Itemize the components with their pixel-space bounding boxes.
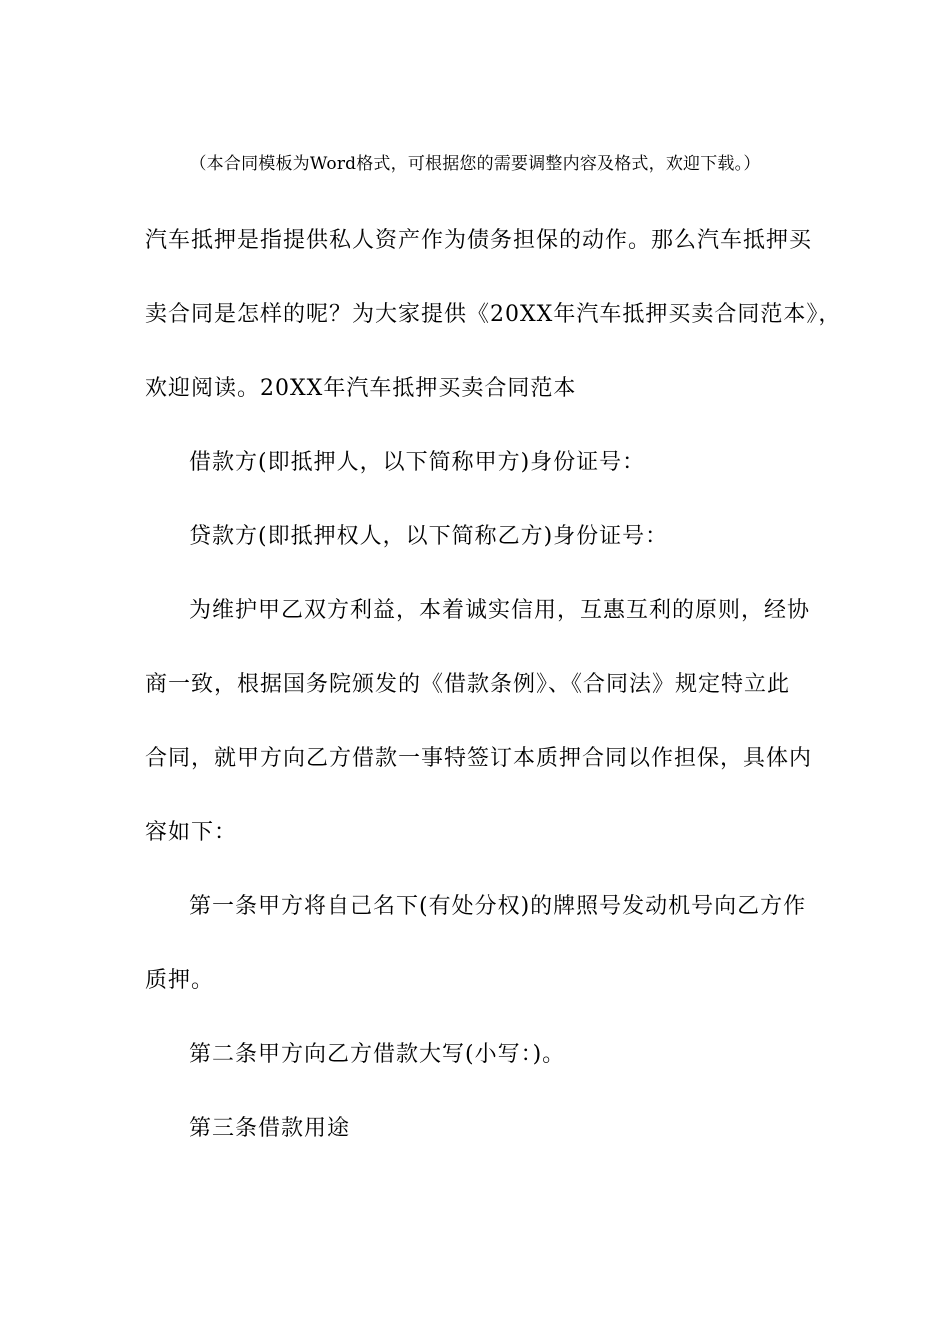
borrower-line: 借款方(即抵押人，以下简称甲方)身份证号： — [189, 450, 646, 475]
lender-line: 贷款方(即抵押权人，以下简称乙方)身份证号： — [189, 524, 669, 549]
paragraph-intro-line-3: 欢迎阅读。20XX年汽车抵押买卖合同范本 — [145, 376, 577, 401]
article-3-line: 第三条借款用途 — [189, 1116, 351, 1141]
article-1-line-1: 第一条甲方将自己名下(有处分权)的牌照号发动机号向乙方作 — [189, 894, 807, 919]
article-2-line: 第二条甲方向乙方借款大写(小写：)。 — [189, 1042, 566, 1067]
paragraph-intro-line-1: 汽车抵押是指提供私人资产作为债务担保的动作。那么汽车抵押买 — [145, 228, 813, 253]
purpose-line-2: 商一致，根据国务院颁发的《借款条例》、《合同法》规定特立此 — [145, 672, 791, 697]
purpose-line-3: 合同，就甲方向乙方借款一事特签订本质押合同以作担保，具体内 — [145, 746, 813, 771]
paragraph-intro-line-2: 卖合同是怎样的呢？为大家提供《20XX年汽车抵押买卖合同范本》， — [145, 302, 842, 327]
article-1-line-2: 质押。 — [145, 968, 215, 993]
template-note: （本合同模板为Word格式，可根据您的需要调整内容及格式，欢迎下载。） — [189, 154, 761, 174]
purpose-line-4: 容如下： — [145, 820, 238, 845]
purpose-line-1: 为维护甲乙双方利益，本着诚实信用，互惠互利的原则，经协 — [189, 598, 811, 623]
